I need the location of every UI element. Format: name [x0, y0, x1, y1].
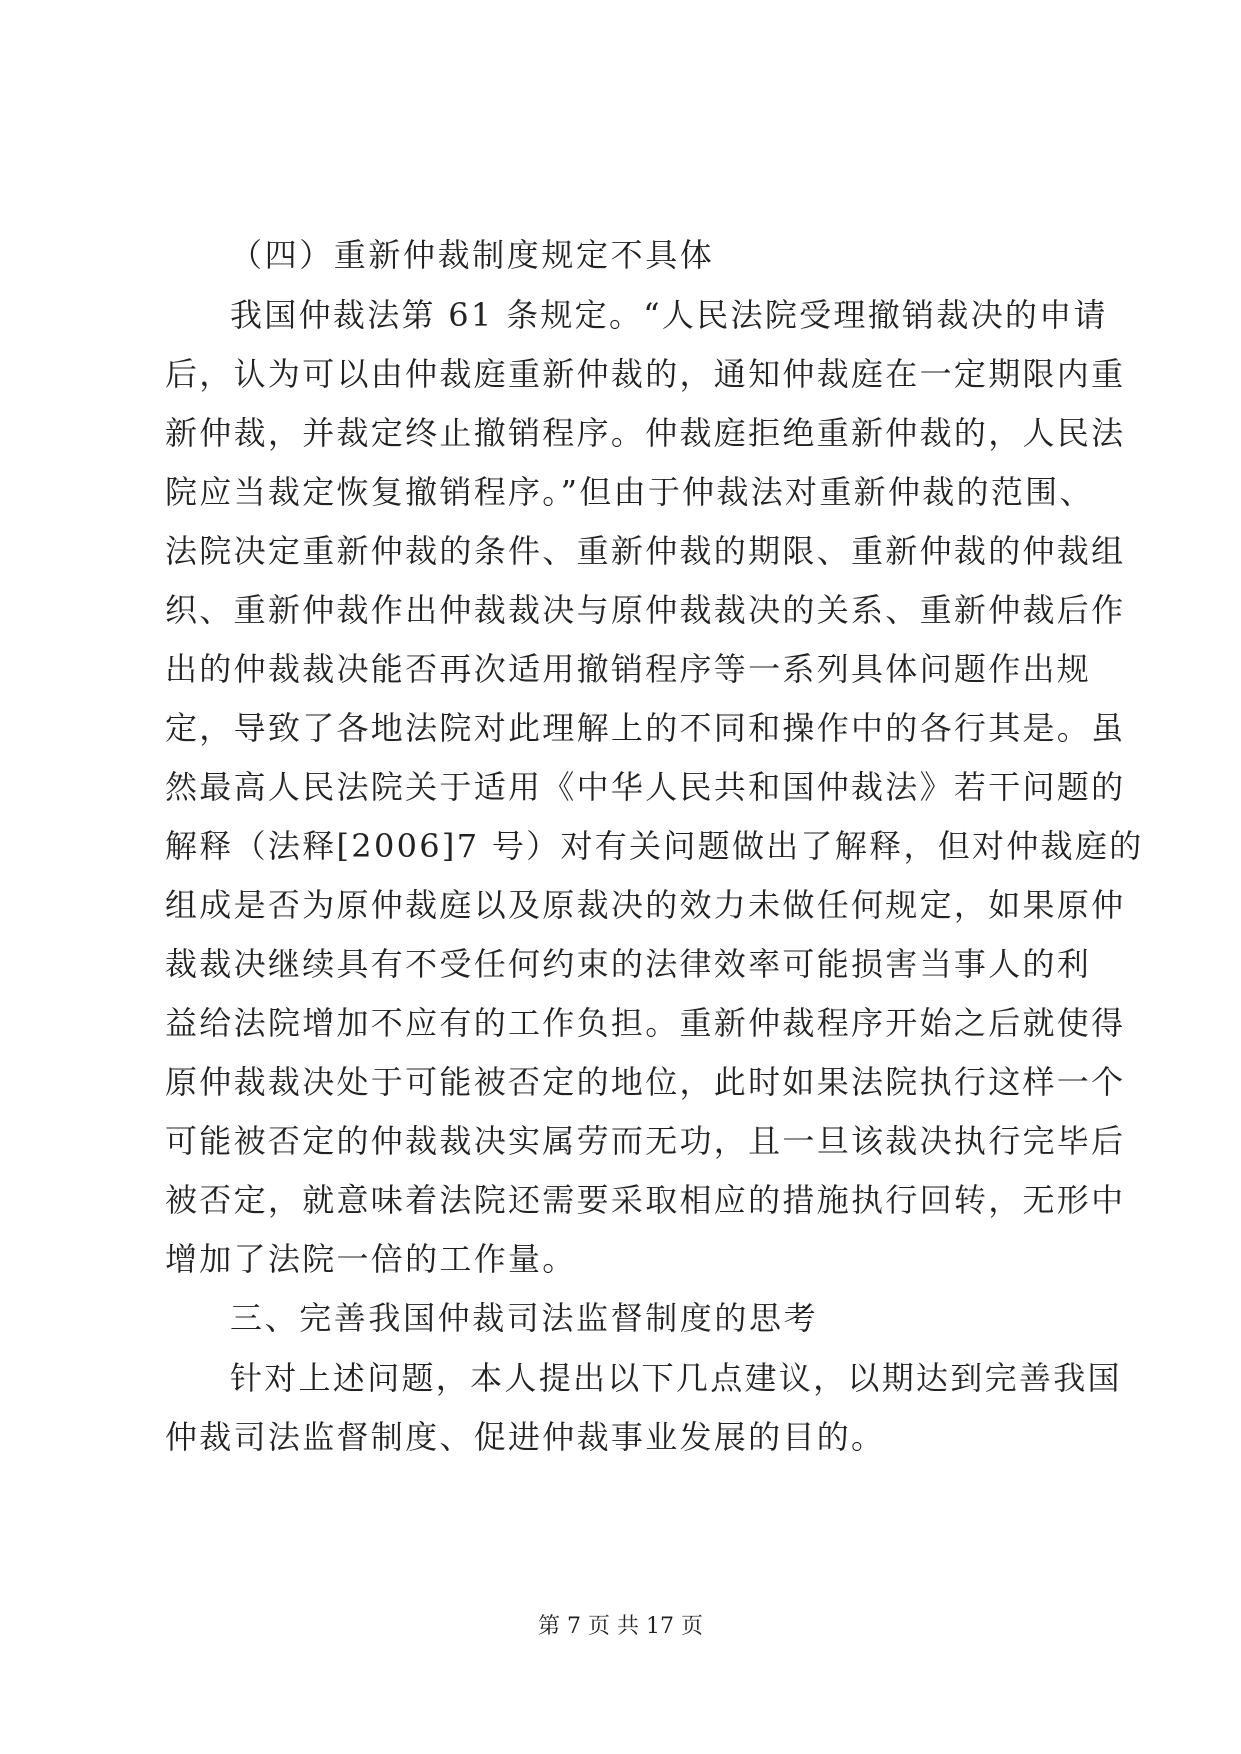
- paragraph-line: 益给法院增加不应有的工作负担。重新仲裁程序开始之后就使得: [165, 1004, 1126, 1042]
- paragraph-line: 被否定，就意味着法院还需要采取相应的措施执行回转，无形中: [165, 1181, 1126, 1219]
- paragraph-line: 解释（法释[2006]7 号）对有关问题做出了解释，但对仲裁庭的: [165, 827, 1144, 865]
- paragraph-line: 院应当裁定恢复撤销程序。”但由于仲裁法对重新仲裁的范围、: [165, 473, 1094, 511]
- paragraph-line: 织、重新仲裁作出仲裁裁决与原仲裁裁决的关系、重新仲裁后作: [165, 591, 1126, 629]
- paragraph-line: 组成是否为原仲裁庭以及原裁决的效力未做任何规定，如果原仲: [165, 886, 1126, 924]
- paragraph-line: 仲裁司法监督制度、促进仲裁事业发展的目的。: [165, 1418, 886, 1456]
- paragraph-line: 可能被否定的仲裁裁决实属劳而无功，且一旦该裁决执行完毕后: [165, 1122, 1126, 1160]
- paragraph-line: 后，认为可以由仲裁庭重新仲裁的，通知仲裁庭在一定期限内重: [165, 355, 1126, 393]
- paragraph-line: 我国仲裁法第 61 条规定。“人民法院受理撤销裁决的申请: [230, 296, 1108, 334]
- paragraph-line: 出的仲裁裁决能否再次适用撤销程序等一系列具体问题作出规: [165, 650, 1092, 688]
- page-number-footer: 第 7 页 共 17 页: [538, 1614, 703, 1639]
- paragraph-line: 新仲裁，并裁定终止撤销程序。仲裁庭拒绝重新仲裁的，人民法: [165, 414, 1126, 452]
- paragraph-line: 法院决定重新仲裁的条件、重新仲裁的期限、重新仲裁的仲裁组: [165, 532, 1126, 570]
- paragraph-line: 定，导致了各地法院对此理解上的不同和操作中的各行其是。虽: [165, 709, 1126, 747]
- section-heading-4: （四）重新仲裁制度规定不具体: [230, 236, 715, 274]
- paragraph-line: 然最高人民法院关于适用《中华人民共和国仲裁法》若干问题的: [165, 768, 1126, 806]
- paragraph-line: 原仲裁裁决处于可能被否定的地位，此时如果法院执行这样一个: [165, 1063, 1126, 1101]
- section-heading-3: 三、完善我国仲裁司法监督制度的思考: [230, 1299, 819, 1337]
- paragraph-line: 增加了法院一倍的工作量。: [165, 1240, 577, 1278]
- paragraph-line: 裁裁决继续具有不受任何约束的法律效率可能损害当事人的利: [165, 945, 1092, 983]
- paragraph-line: 针对上述问题，本人提出以下几点建议，以期达到完善我国: [230, 1359, 1122, 1397]
